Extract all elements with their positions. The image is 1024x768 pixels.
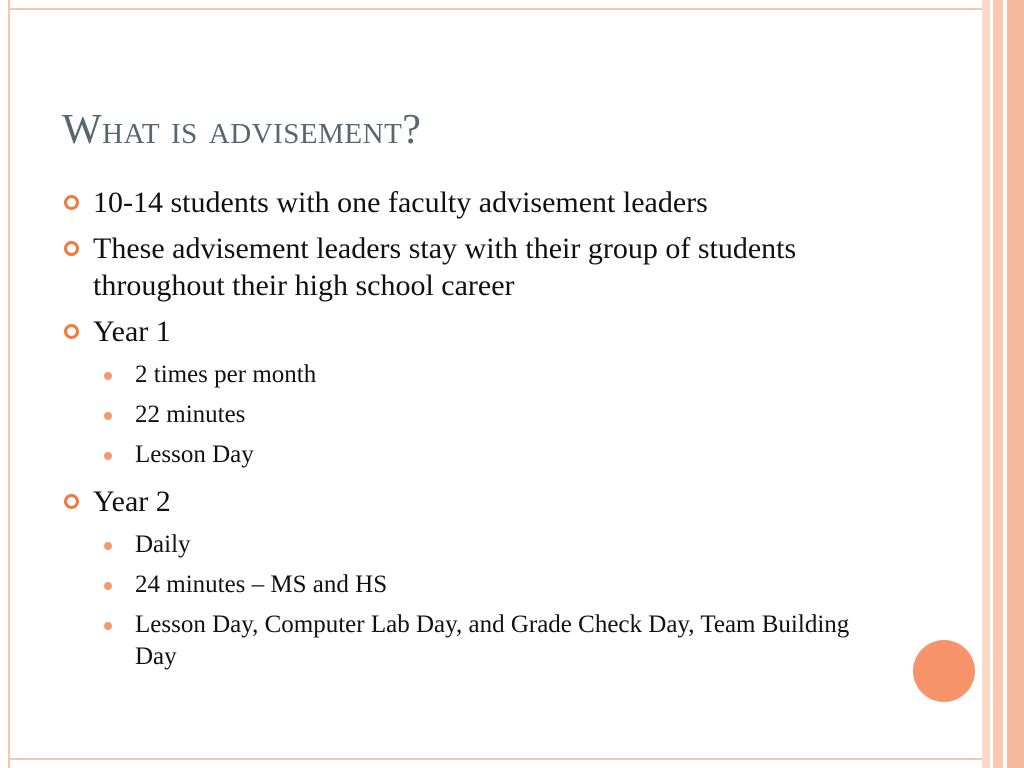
dot-bullet-icon (104, 412, 112, 420)
dot-bullet-icon (104, 452, 112, 460)
sub-bullet-list (62, 359, 882, 471)
decor-stripe (993, 0, 1003, 768)
bullet-text: Year 2 (93, 485, 171, 518)
ring-bullet-icon (64, 241, 79, 256)
dot-bullet-icon (104, 622, 112, 630)
bullet-item (62, 230, 882, 304)
sub-bullet-text: 2 times per month (135, 361, 317, 388)
bullet-text: 10-14 students with one faculty advisement leaders (93, 186, 708, 219)
bullet-item (62, 313, 882, 350)
decor-stripe (982, 0, 990, 768)
sub-bullet-item (62, 609, 882, 673)
sub-bullet-item (62, 569, 882, 601)
bullet-text: Year 1 (93, 315, 171, 348)
bullet-item (62, 483, 882, 520)
frame-line-bottom (8, 758, 984, 760)
sub-bullet-list (62, 529, 882, 673)
sub-bullet-item (62, 529, 882, 561)
frame-line-left (8, 0, 10, 768)
sub-bullet-text: Lesson Day (135, 441, 254, 468)
sub-bullet-item (62, 399, 882, 431)
bullet-item (62, 184, 882, 221)
slide-title: What is advisement? (62, 107, 422, 153)
ring-bullet-icon (64, 494, 79, 509)
dot-bullet-icon (104, 372, 112, 380)
sub-bullet-text: Lesson Day, Computer Lab Day, and Grade Check Day, Team Building Day (135, 611, 850, 670)
decor-circle (913, 640, 975, 702)
sub-bullet-text: 24 minutes – MS and HS (135, 571, 388, 598)
sub-bullet-item (62, 359, 882, 391)
sub-bullet-text: 22 minutes (135, 401, 246, 428)
frame-line-top (8, 8, 984, 10)
ring-bullet-icon (64, 324, 79, 339)
bullet-text: These advisement leaders stay with their group of students throughout their high school career (93, 232, 797, 302)
decor-stripe (1007, 0, 1024, 768)
bullet-list (62, 184, 882, 685)
ring-bullet-icon (64, 195, 79, 210)
dot-bullet-icon (104, 542, 112, 550)
sub-bullet-text: Daily (135, 531, 191, 558)
dot-bullet-icon (104, 582, 112, 590)
sub-bullet-item (62, 439, 882, 471)
